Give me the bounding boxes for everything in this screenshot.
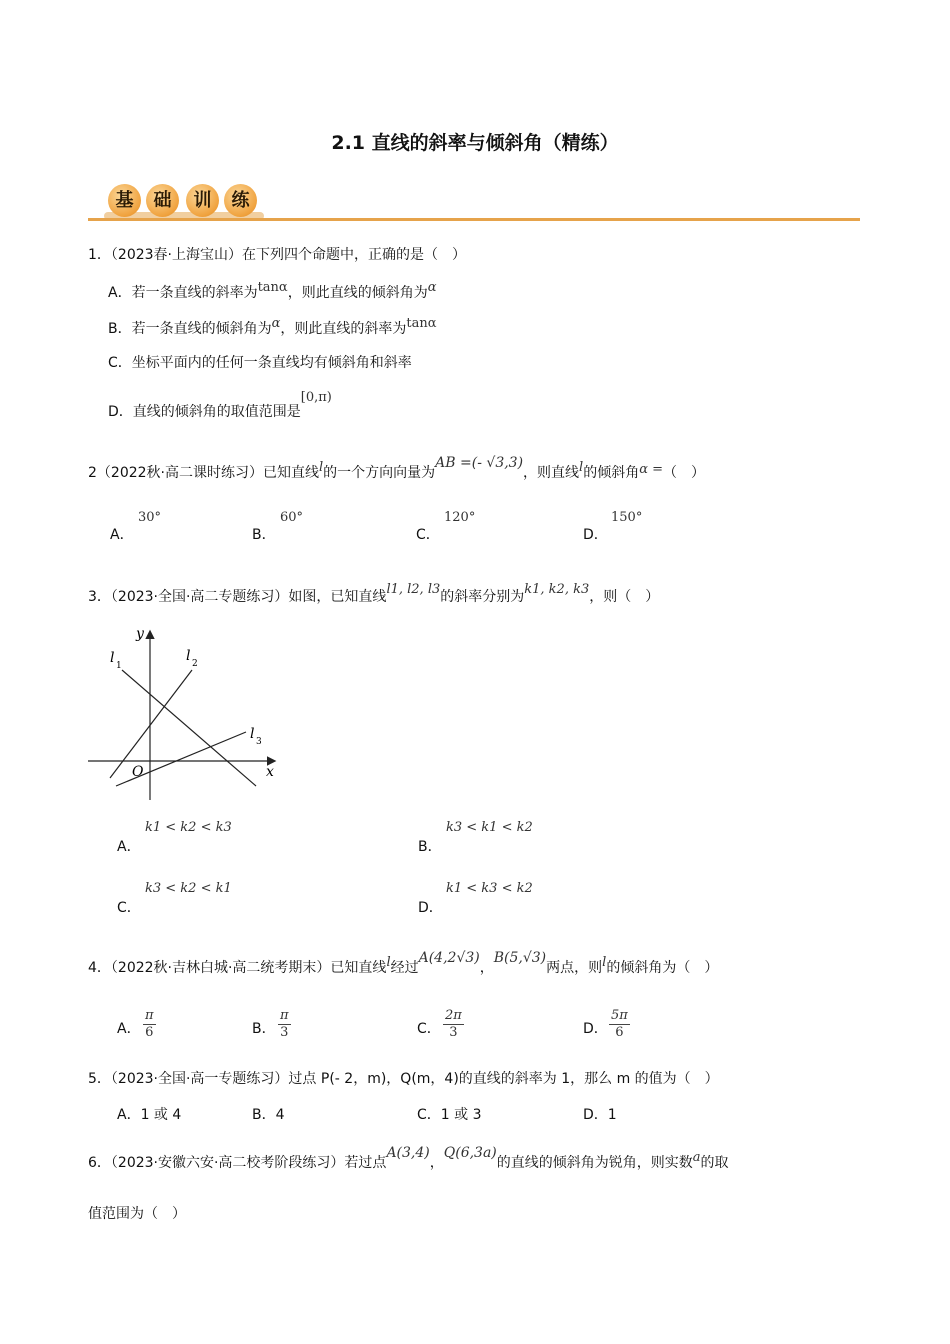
l3-sub: 3 [256, 737, 262, 747]
q5-stem: 5．（2023·全国·高一专题练习）过点 P(- 2，m)，Q(m，4)的直线的斜率为 1，那么 m 的值为（ ） [88, 1071, 719, 1087]
q2-option-a-value: 30° [138, 510, 162, 525]
q3-option-b[interactable]: B． [418, 839, 442, 855]
page-title: 2.1 直线的斜率与倾斜角（精练） [331, 132, 619, 154]
q2-option-a[interactable]: A． [110, 527, 134, 543]
q4-option-b[interactable]: B． [252, 1021, 276, 1037]
q5-option-c[interactable]: C．1 或 3 [417, 1107, 482, 1123]
q3-option-a-value: k1 < k2 < k3 [145, 820, 232, 835]
q3-figure [84, 620, 284, 804]
l2-sub: 2 [192, 659, 198, 669]
q2-option-b[interactable]: B． [252, 527, 276, 543]
y-label: y [136, 626, 144, 642]
q2-option-d-value: 150° [611, 510, 643, 525]
q1-option-c: C．坐标平面内的任何一条直线均有倾斜角和斜率 [108, 355, 412, 371]
x-label: x [266, 764, 274, 780]
q4-option-c[interactable]: C． [417, 1021, 441, 1037]
q6-stem-cont: 值范围为（ ） [88, 1206, 186, 1222]
q6-stem: 6．（2023·安徽六安·高二校考阶段练习）若过点A(3,4)，Q(6,3a)的直线的倾斜角为锐角，则实数a的取 [88, 1145, 729, 1171]
q5-option-b[interactable]: B．4 [252, 1107, 285, 1123]
q4-option-d[interactable]: D． [583, 1021, 608, 1037]
section-badge-4: 练 [224, 184, 257, 217]
q3-option-d-value: k1 < k3 < k2 [446, 881, 533, 896]
q2-option-c-value: 120° [444, 510, 476, 525]
q4-option-a[interactable]: A． [117, 1021, 141, 1037]
q3-option-a[interactable]: A． [117, 839, 141, 855]
q2-stem: 2（2022秋·高二课时练习）已知直线l的一个方向向量为AB =(- √3,3)，则直线l的倾斜角α =（ ） [88, 455, 706, 481]
section-divider [88, 218, 860, 221]
q4-option-c-frac: $\frac{2\pi}{3}$ [445, 1008, 462, 1040]
q1-option-b: B．若一条直线的倾斜角为α，则此直线的斜率为tanα [108, 316, 437, 337]
q2-option-b-value: 60° [280, 510, 304, 525]
q4-option-a-frac: $\frac{\pi}{6}$ [145, 1008, 154, 1040]
q2-option-d[interactable]: D． [583, 527, 608, 543]
l2-label: l [186, 648, 191, 664]
q1-option-a: A．若一条直线的斜率为tanα，则此直线的倾斜角为α [108, 280, 437, 301]
origin-label: O [132, 764, 144, 780]
l3-label: l [250, 726, 255, 742]
q4-option-d-frac: $\frac{5\pi}{6}$ [611, 1008, 628, 1040]
line-l2 [110, 670, 192, 778]
q3-option-b-value: k3 < k1 < k2 [446, 820, 533, 835]
q4-stem: 4．（2022秋·吉林白城·高二统考期末）已知直线l经过A(4,2√3)，B(5,√3)两点，则l的倾斜角为（ ） [88, 950, 719, 976]
section-badge-3: 训 [186, 184, 219, 217]
q1-stem: 1．（2023春·上海宝山）在下列四个命题中，正确的是（ ） [88, 247, 466, 263]
q4-option-b-frac: $\frac{\pi}{3}$ [280, 1008, 289, 1040]
q5-option-d[interactable]: D．1 [583, 1107, 617, 1123]
q3-option-c-value: k3 < k2 < k1 [145, 881, 232, 896]
q3-option-c[interactable]: C． [117, 900, 141, 916]
l1-label: l [110, 650, 115, 666]
l1-sub: 1 [116, 661, 122, 671]
q1-option-d: D．直线的倾斜角的取值范围是[0,π) [108, 390, 332, 420]
section-badge-1: 基 [108, 184, 141, 217]
q5-option-a[interactable]: A．1 或 4 [117, 1107, 182, 1123]
section-badge-2: 础 [146, 184, 179, 217]
q3-option-d[interactable]: D． [418, 900, 443, 916]
q2-option-c[interactable]: C． [416, 527, 440, 543]
q3-stem: 3．（2023·全国·高二专题练习）如图，已知直线l1, l2, l3的斜率分别为k1, k2, k3，则（ ） [88, 582, 660, 605]
